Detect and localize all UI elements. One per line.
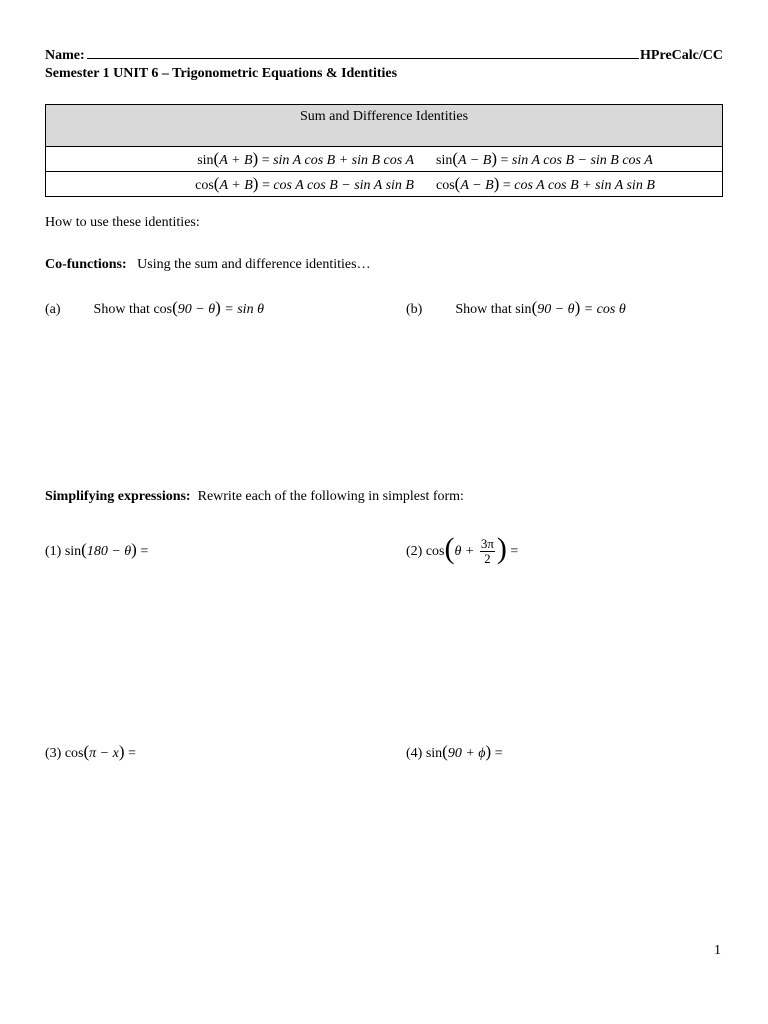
simplify-heading [45,489,464,505]
simplify-problem-3: (3) cos(π − x) = [45,742,136,761]
table-row [46,147,723,172]
identity-cos-sum: cos(A + B) = cos A cos B − sin A sin B [195,173,414,193]
name-line [45,46,723,64]
cofunctions-heading [45,257,371,273]
simplify-problem-4: (4) sin(90 + ϕ) = [406,742,503,761]
table-row [46,172,723,197]
how-to-text: How to use these identities: [45,215,200,230]
identity-cos-difference: cos(A − B) = cos A cos B + sin A sin B [436,173,655,193]
problem-marker: (b) [406,302,423,317]
cofunctions-text: Using the sum and difference identities… [137,257,371,272]
identities-table-title: Sum and Difference Identities [46,105,723,147]
name-label: Name: [45,48,85,63]
name-blank[interactable] [87,46,639,59]
simplify-problem-1: (1) sin(180 − θ) = [45,540,149,559]
simplify-text: Rewrite each of the following in simplest form: [197,489,464,504]
fraction: $\frac{3\pi}{2}$ [480,535,494,567]
identities-table [45,104,723,197]
page-number: 1 [714,943,721,958]
identity-sin-difference: sin(A − B) = sin A cos B − sin B cos A [436,148,653,168]
identity-sin-sum: sin(A + B) = sin A cos B + sin B cos A [197,148,414,168]
cofunctions-label: Co-functions: [45,257,127,272]
course-label: HPreCalc/CC [640,48,723,63]
cofunction-problem-a: (a) Show that cos(90 − θ) = sin θ [45,298,264,317]
problem-marker: (a) [45,302,61,317]
cofunction-problem-b: (b) Show that sin(90 − θ) = cos θ [406,298,626,317]
simplify-label: Simplifying expressions: [45,489,191,504]
simplify-problem-2: (2) cos(θ + $\frac{3\pi}{2}$ ) = [406,532,519,567]
worksheet-subtitle: Semester 1 UNIT 6 – Trigonometric Equations & Identities [45,66,398,81]
